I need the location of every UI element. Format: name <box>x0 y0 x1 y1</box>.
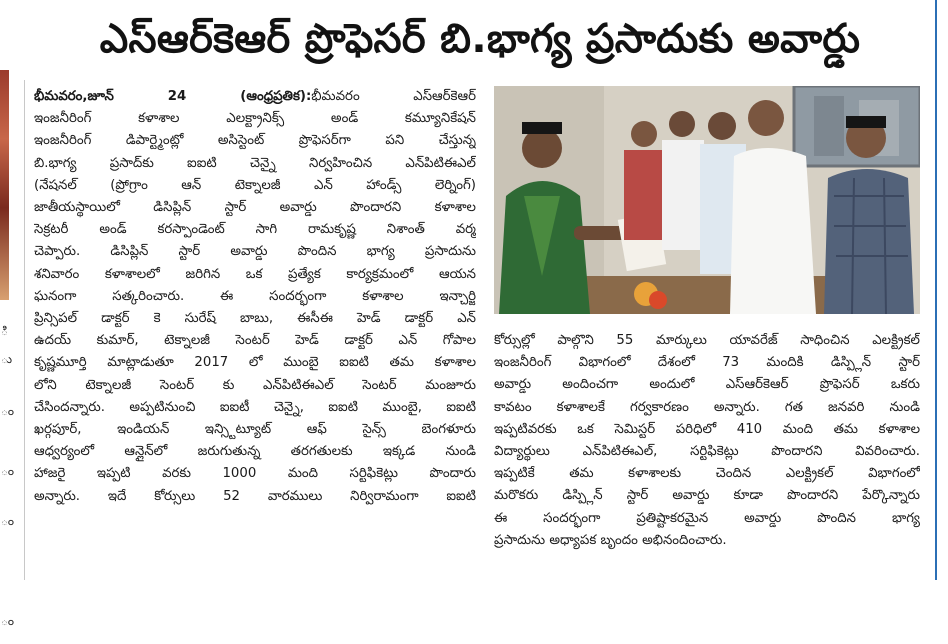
body-line: కావటం కళాశాలకే గర్వకారణం అన్నారు. గత జనవరి నుండి <box>494 399 920 415</box>
body-line: (నేషనల్‌ (ప్రోగ్రాం ఆన్‌ టెక్నాలజీ ఎన్‌ హాండ్స్‌ లెర్నింగ్‌) <box>34 177 476 193</box>
neighbor-text-fragment: ం <box>1 464 15 478</box>
body-line: ఇంజనీరింగ్‌ కళాశాల ఎలక్ట్రానిక్స్‌ అండ్‌ కమ్యూనికేషన్‌ <box>34 111 476 127</box>
neighbor-text-fragment: ి <box>1 324 8 338</box>
article-headline: ఎస్‌ఆర్‌కెఆర్‌ ప్రొఫెసర్‌ బి.భాగ్య ప్రసాదుకు అవార్డు <box>99 16 861 62</box>
article-body-right-column <box>494 330 920 552</box>
body-line: ఈ సందర్భంగా ప్రతిష్టాకరమైన అవార్డు పొందిన భాగ్య <box>494 510 920 526</box>
body-line: మరొకరు డిస్ప్లిన్‌ స్టార్‌ అవార్డు కూడా పొందారని పేర్కొన్నారు <box>494 488 920 504</box>
dateline: భీమవరం,జూన్‌ 24 (ఆంధ్రప్రతిక): <box>34 89 312 104</box>
body-line: ఆధ్వర్యంలో ఆన్లైన్‌లో జరుగుతున్న తరగతులకు ఇక్కడ నుండి <box>34 444 476 460</box>
body-line: ఘనంగా సత్కరించారు. ఈ సందర్భంగా కళాశాల ఇన్చార్జి <box>34 288 476 304</box>
body-line: కోర్సుల్లో పాల్గొని 55 మార్కులు యావరేజ్‌ సాధించిన ఎలక్ట్రికల్‌ <box>494 333 920 348</box>
body-line: ప్రిన్సిపల్‌ డాక్టర్‌ కె సురేష్‌ బాబు, ఈసీఈ హెడ్‌ డాక్టర్‌ ఎన్‌ <box>34 311 476 327</box>
body-line: కృష్ణమూర్తి మాట్లాడుతూ 2017 లో ముంబై ఐఐటి తమ కళాశాల <box>34 355 476 371</box>
body-line: హాజరై ఇప్పటి వరకు 1000 మంది సర్టిఫికెట్లు పొందారు <box>34 466 476 482</box>
award-photo-illustration <box>494 86 920 314</box>
article-body-left-column <box>34 86 476 508</box>
neighbor-text-fragment: ం <box>1 514 15 528</box>
body-line: బి.భాగ్య ప్రసాద్‌కు ఐఐటి చెన్నై నిర్వహించిన ఎన్‌పిటిఈఎల్‌ <box>34 155 476 171</box>
body-line-text: భీమవరం ఎస్‌ఆర్‌కెఆర్‌ <box>311 89 476 104</box>
body-line: చెప్పారు. డిసిప్లిన్‌ స్టార్‌ అవార్డు పొందిన భాగ్య ప్రసాదును <box>34 244 476 260</box>
body-line: ఇప్పటికే తమ కళాశాలకు చెందిన ఎలక్ట్రికల్‌ విభాగంలో <box>494 466 920 482</box>
body-line: ప్రసాదును అధ్యాపక బృందం అభినందించారు. <box>494 532 727 548</box>
neighbor-text-fragment: ం <box>1 614 15 628</box>
column-divider <box>24 80 25 580</box>
page-edge-rule <box>935 0 937 580</box>
body-line: విద్యార్థులు ఎన్‌పిటిఈఎల్‌, సర్టిఫికెట్లు పొందారని వివరించారు. <box>494 444 920 460</box>
body-line <box>34 86 476 108</box>
neighbor-photo-slice <box>0 70 9 300</box>
body-line: ఇప్పటివరకు ఒక సెమిస్టర్‌ పరిధిలో 410 మంది తమ కళాశాల <box>494 421 920 437</box>
body-line: ఉదయ్‌ కుమార్‌, టెక్నాలజీ సెంటర్‌ హెడ్‌ డాక్టర్‌ ఎన్‌ గోపాల <box>34 333 476 349</box>
body-line: జాతీయస్థాయిలో డిసిప్లిన్‌ స్టార్‌ అవార్డు పొందారని కళాశాల <box>34 200 476 216</box>
award-photo <box>494 86 920 314</box>
body-line: అన్నారు. ఇదే కోర్సులు 52 వారములు నిర్విరామంగా ఐఐటి <box>34 488 476 504</box>
body-line: ఇంజనీరింగ్‌ డిపార్ట్మెంట్లో అసిస్టెంట్‌ ప్రొఫెసర్‌గా పని చేస్తున్న <box>34 133 476 149</box>
body-line: శనివారం కళాశాలలో జరిగిన ఒక ప్రత్యేక కార్యక్రమంలో ఆయన <box>34 266 476 282</box>
body-line: ఖర్గపూర్‌, ఇండియన్‌ ఇన్స్టిట్యూట్‌ ఆఫ్‌ సైన్స్‌ బెంగళూరు <box>34 422 476 438</box>
neighbor-text-fragment: ు <box>1 352 13 366</box>
body-line: ఇంజనీరింగ్‌ విభాగంలో దేశంలో 73 మందికి డిస్ప్లిన్‌ స్టార్‌ <box>494 355 920 371</box>
neighbor-column-fragment <box>0 70 15 628</box>
body-line: చేసిందన్నారు. అప్పటినుంచి ఐఐటీ చెన్నై, ఐఐటి ముంబై, ఐఐటి <box>34 399 476 415</box>
body-line: లోని టెక్నాలజీ సెంటర్‌ కు ఎన్‌పిటిఈఎల్‌ సెంటర్‌ మంజూరు <box>34 377 476 393</box>
neighbor-text-fragment: ం <box>1 404 15 418</box>
body-line: అవార్డు అందించగా అందులో ఎస్‌ఆర్‌కెఆర్‌ ప్రొఫెసర్‌ ఒకరు <box>494 377 920 393</box>
body-line: సెక్రటరీ అండ్‌ కరస్పాండెంట్‌ సాగి రామకృష్ణ నిశాంత్‌ వర్మ <box>34 222 476 238</box>
